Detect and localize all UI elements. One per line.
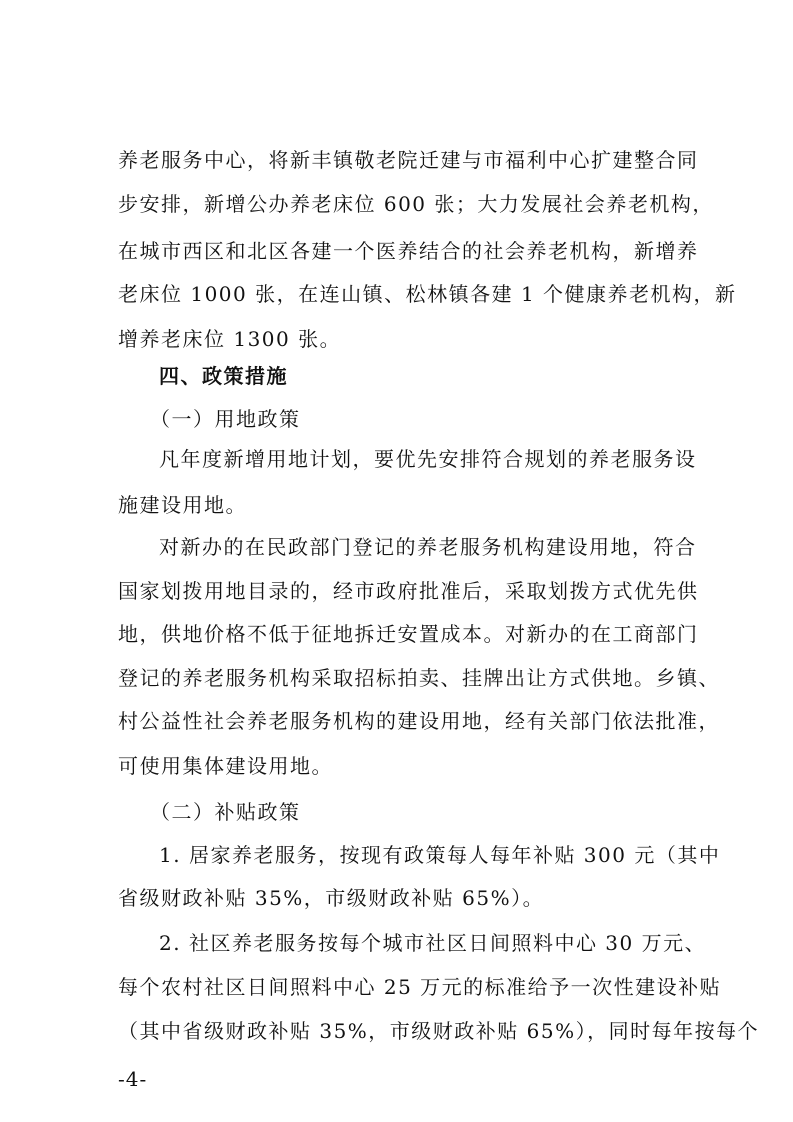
paragraph-line: 步安排，新增公办养老床位 600 张；大力发展社会养老机构， xyxy=(118,192,714,216)
section-heading: 四、政策措施 xyxy=(159,364,288,388)
paragraph-line: 对新办的在民政部门登记的养老服务机构建设用地，符合 xyxy=(159,535,697,559)
paragraph-line: 可使用集体建设用地。 xyxy=(118,754,333,778)
subsection-heading: （二）补贴政策 xyxy=(150,800,301,824)
paragraph-line: 国家划拨用地目录的，经市政府批准后，采取划拨方式优先供 xyxy=(118,579,699,603)
paragraph-line: 凡年度新增用地计划，要优先安排符合规划的养老服务设 xyxy=(159,447,697,471)
paragraph-line: 增养老床位 1300 张。 xyxy=(118,327,342,351)
paragraph-line: 在城市西区和北区各建一个医养结合的社会养老机构，新增养 xyxy=(118,239,699,263)
paragraph-line: 1. 居家养老服务，按现有政策每人每年补贴 300 元（其中 xyxy=(159,843,721,867)
paragraph-line: 地，供地价格不低于征地拆迁安置成本。对新办的在工商部门 xyxy=(118,622,699,646)
paragraph-line: 登记的养老服务机构采取招标拍卖、挂牌出让方式供地。乡镇、 xyxy=(118,666,720,690)
page-number: -4- xyxy=(118,1067,148,1091)
paragraph-line: 施建设用地。 xyxy=(118,493,247,517)
paragraph-line: 老床位 1000 张，在连山镇、松林镇各建 1 个健康养老机构，新 xyxy=(118,282,737,306)
subsection-heading: （一）用地政策 xyxy=(150,407,301,431)
paragraph-line: 养老服务中心，将新丰镇敬老院迁建与市福利中心扩建整合同 xyxy=(118,148,699,172)
paragraph-line: （其中省级财政补贴 35%，市级财政补贴 65%），同时每年按每个 xyxy=(118,1019,760,1043)
paragraph-line: 省级财政补贴 35%，市级财政补贴 65%）。 xyxy=(118,886,545,910)
paragraph-line: 村公益性社会养老服务机构的建设用地，经有关部门依法批准， xyxy=(118,709,720,733)
paragraph-line: 2. 社区养老服务按每个城市社区日间照料中心 30 万元、 xyxy=(159,931,707,955)
paragraph-line: 每个农村社区日间照料中心 25 万元的标准给予一次性建设补贴 xyxy=(118,975,722,999)
